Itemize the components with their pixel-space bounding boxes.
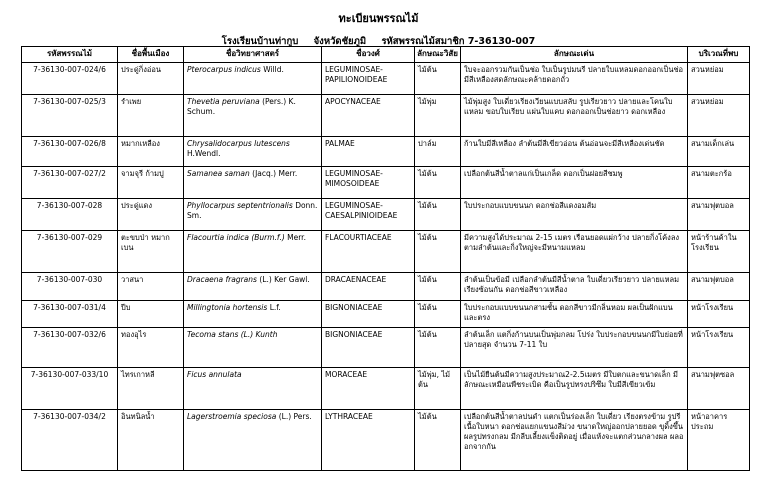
author-name: (Pers.) K. Schum. bbox=[187, 97, 296, 116]
plant-register-table bbox=[21, 46, 750, 471]
table-row bbox=[22, 231, 750, 273]
cell-features: ใบประกอบแบบขนนกสามชั้น ดอกสีขาวมีกลิ่นหอม ผลเป็นฝักแบนและตรง bbox=[461, 301, 688, 328]
cell-code: 7-36130-007-034/2 bbox=[22, 410, 118, 471]
scientific-name: Lagerstroemia speciosa bbox=[187, 412, 277, 421]
table-row bbox=[22, 368, 750, 410]
cell-location: สนามตะกร้อ bbox=[688, 167, 750, 199]
cell-habit: ไม้ต้น bbox=[415, 301, 461, 328]
cell-scientific-name bbox=[184, 137, 322, 167]
member-code: รหัสพรรณไม้สมาชิก 7-36130-007 bbox=[381, 36, 536, 47]
scientific-name: Millingtonia hortensis bbox=[187, 303, 268, 312]
cell-scientific-name bbox=[184, 167, 322, 199]
author-name: H.Wendl. bbox=[187, 148, 221, 158]
cell-code: 7-36130-007-029 bbox=[22, 231, 118, 273]
cell-location: สนามฟุตบอล bbox=[688, 199, 750, 231]
cell-family: MORACEAE bbox=[322, 368, 415, 410]
cell-habit: ไม้ต้น bbox=[415, 167, 461, 199]
cell-features: เปลือกต้นสีน้ำตาลแก่เป็นเกล็ด ดอกเป็นฝอยสีชมพู bbox=[461, 167, 688, 199]
school-name: โรงเรียนบ้านท่ากูบ bbox=[221, 36, 299, 47]
cell-location: หน้าอาคารประถม bbox=[688, 410, 750, 471]
cell-habit: ไม้ต้น bbox=[415, 199, 461, 231]
cell-local-name: ไทรเกาหลี bbox=[118, 368, 184, 410]
cell-code: 7-36130-007-031/4 bbox=[22, 301, 118, 328]
author-name: L.f. bbox=[269, 303, 281, 312]
column-header-habit: ลักษณะวิสัย bbox=[415, 47, 461, 63]
cell-habit: ไม้พุ่ม bbox=[415, 95, 461, 137]
cell-code: 7-36130-007-024/6 bbox=[22, 63, 118, 95]
cell-family: BIGNONIACEAE bbox=[322, 301, 415, 328]
cell-scientific-name bbox=[184, 95, 322, 137]
table-row bbox=[22, 301, 750, 328]
table-row bbox=[22, 328, 750, 368]
column-header-local-name: ชื่อพื้นเมือง bbox=[118, 47, 184, 63]
column-header-location: บริเวณที่พบ bbox=[688, 47, 750, 63]
cell-code: 7-36130-007-028 bbox=[22, 199, 118, 231]
cell-code: 7-36130-007-027/2 bbox=[22, 167, 118, 199]
cell-features: ไม้พุ่มสูง ใบเดี่ยวเรียงเวียนแบบสลับ รูปเรียวยาว ปลายและโคนใบแหลม ขอบใบเรียบ แผ่นใบแคบ ดอกออกเป็นช่อยาว ดอกเหลือง bbox=[461, 95, 688, 137]
scientific-name: Thevetia peruviana bbox=[187, 97, 260, 106]
cell-scientific-name bbox=[184, 328, 322, 368]
scientific-name: Pterocarpus indicus bbox=[187, 65, 261, 74]
table-row bbox=[22, 199, 750, 231]
cell-location: สนามฟุตบอล bbox=[688, 273, 750, 301]
cell-location: สนามฟุตซอล bbox=[688, 368, 750, 410]
author-name: Merr. bbox=[287, 233, 306, 242]
author-name: Donn. Sm. bbox=[187, 201, 318, 220]
cell-family: LEGUMINOSAE-PAPILIONOIDEAE bbox=[322, 63, 415, 95]
cell-features: ลำต้นเป็นข้อมี เปลือกลำต้นมีสีน้ำตาล ใบเดี่ยวเรียวยาว ปลายแหลมเรียงซ้อนกัน ดอกช่อสีขาวเหลือง bbox=[461, 273, 688, 301]
author-name: (L.) Pers. bbox=[278, 412, 312, 421]
scientific-name: Flacourtia indica (Burm.f.) bbox=[187, 233, 285, 242]
cell-family: DRACAENACEAE bbox=[322, 273, 415, 301]
cell-local-name: วาสนา bbox=[118, 273, 184, 301]
cell-location: สนามเด็กเล่น bbox=[688, 137, 750, 167]
cell-location: หน้าโรงเรียน bbox=[688, 328, 750, 368]
column-header-code: รหัสพรรณไม้ bbox=[22, 47, 118, 63]
cell-code: 7-36130-007-030 bbox=[22, 273, 118, 301]
cell-features: เปลือกต้นสีน้ำตาลปนดำ แตกเป็นร่องเล็ก ใบเดี่ยว เรียงตรงข้าม รูปรี เนื้อใบหนา ดอกช่อแยกแขนงสีม่วง ขนาดใหญ่ออกปลายยอด ขุดิ้งขึ้น ผลรูปทรงกลม มีกลีบเลี้ยงแข็งติดอยู่ เมื่อแห้งจะแตกส่วนกลางผล ผลออกจากกัน bbox=[461, 410, 688, 471]
cell-local-name: หมากเหลือง bbox=[118, 137, 184, 167]
scientific-name: Samanea saman bbox=[187, 169, 250, 178]
cell-family: APOCYNACEAE bbox=[322, 95, 415, 137]
cell-family: PALMAE bbox=[322, 137, 415, 167]
scientific-name: Ficus annulata bbox=[187, 370, 242, 379]
cell-features: ก้านใบมีสีเหลือง ลำต้นมีสีเขียวอ่อน ต้นอ่อนจะมีสีเหลืองเด่นชัด bbox=[461, 137, 688, 167]
cell-family: FLACOURTIACEAE bbox=[322, 231, 415, 273]
cell-local-name: รำเพย bbox=[118, 95, 184, 137]
scientific-name: Dracaena fragrans bbox=[187, 275, 257, 284]
cell-habit: ไม้ต้น bbox=[415, 63, 461, 95]
cell-scientific-name bbox=[184, 273, 322, 301]
province-name: จังหวัดชัยภูมิ bbox=[313, 36, 367, 47]
cell-family: LEGUMINOSAE-MIMOSOIDEAE bbox=[322, 167, 415, 199]
page-title: ทะเบียนพรรณไม้ bbox=[338, 12, 419, 25]
table-row bbox=[22, 95, 750, 137]
cell-features: ลำต้นเล็ก แตกิ่งก้านบนเป็นพุ่มกลม โปร่ง ใบประกอบขนนกมีใบย่อยที่ปลายสุด จำนวน 7-11 ใบ bbox=[461, 328, 688, 368]
cell-local-name: ประดู่แดง bbox=[118, 199, 184, 231]
cell-local-name: อินทนิลน้ำ bbox=[118, 410, 184, 471]
author-name: (Jacq.) Merr. bbox=[252, 169, 298, 178]
cell-location: หน้าโรงเรียน bbox=[688, 301, 750, 328]
cell-local-name: ทองอุไร bbox=[118, 328, 184, 368]
column-header-family: ชื่อวงศ์ bbox=[322, 47, 415, 63]
scientific-name: Phyllocarpus septentrionalis bbox=[187, 201, 293, 210]
cell-scientific-name bbox=[184, 199, 322, 231]
cell-habit: ไม้ต้น bbox=[415, 231, 461, 273]
table-row bbox=[22, 137, 750, 167]
cell-scientific-name bbox=[184, 410, 322, 471]
table-row bbox=[22, 273, 750, 301]
cell-scientific-name bbox=[184, 368, 322, 410]
cell-habit: ไม้พุ่ม, ไม้ต้น bbox=[415, 368, 461, 410]
cell-family: LEGUMINOSAE-CAESALPINIOIDEAE bbox=[322, 199, 415, 231]
column-header-features: ลักษณะเด่น bbox=[461, 47, 688, 63]
table-row bbox=[22, 167, 750, 199]
scientific-name: Chrysalidocarpus lutescens bbox=[187, 139, 290, 148]
cell-location: หน้าร้านค้าในโรงเรียน bbox=[688, 231, 750, 273]
cell-local-name: ประดู่กิ่งอ่อน bbox=[118, 63, 184, 95]
cell-scientific-name bbox=[184, 301, 322, 328]
cell-features: ใบประกอบแบบขนนก ดอกช่อสีแดงอมส้ม bbox=[461, 199, 688, 231]
column-header-scientific-name: ชื่อวิทยาศาสตร์ bbox=[184, 47, 322, 63]
cell-family: BIGNONIACEAE bbox=[322, 328, 415, 368]
cell-scientific-name bbox=[184, 63, 322, 95]
author-name: Willd. bbox=[263, 65, 284, 74]
cell-habit: ไม้ต้น bbox=[415, 328, 461, 368]
cell-family: LYTHRACEAE bbox=[322, 410, 415, 471]
author-name: (L.) Ker Gawl. bbox=[259, 275, 310, 284]
table-row bbox=[22, 410, 750, 471]
cell-location: สวนหย่อม bbox=[688, 63, 750, 95]
cell-habit: ไม้ต้น bbox=[415, 273, 461, 301]
cell-habit: ไม้ต้น bbox=[415, 410, 461, 471]
cell-local-name: ตะขบป่า หมากเบน bbox=[118, 231, 184, 273]
cell-features: เป็นไม้ยืนต้นมีความสูงประมาณ2-2.5เมตร มีใบตกและขนาดเล็ก มีลักษณะเหมือนพืชระเบิด คือเป็นรูปทรงปริซึม ใบมีสีเขียวเข้ม bbox=[461, 368, 688, 410]
cell-code: 7-36130-007-025/3 bbox=[22, 95, 118, 137]
cell-location: สวนหย่อม bbox=[688, 95, 750, 137]
cell-features: มีความสูงได้ประมาณ 2-15 เมตร เรือนยอดแผ่กว้าง ปลายกิ่งโค้งลง ตามลำต้นและกิ่งใหญ่จะมีหนามแหลม bbox=[461, 231, 688, 273]
cell-habit: ปาล์ม bbox=[415, 137, 461, 167]
cell-code: 7-36130-007-032/6 bbox=[22, 328, 118, 368]
cell-code: 7-36130-007-026/8 bbox=[22, 137, 118, 167]
scientific-name: Tecoma stans (L.) Kunth bbox=[187, 330, 278, 339]
cell-code: 7-36130-007-033/10 bbox=[22, 368, 118, 410]
cell-local-name: ปีบ bbox=[118, 301, 184, 328]
cell-local-name: จามจุรี ก้ามปู bbox=[118, 167, 184, 199]
cell-features: ใบจะออกรวมกันเป็นช่อ ใบเป็นรูปมนรี ปลายใบแหลมดอกออกเป็นช่อมีสีเหลืองสดลักษณะคล้ายดอกถั่ว bbox=[461, 63, 688, 95]
table-row bbox=[22, 63, 750, 95]
table-header-row bbox=[22, 47, 750, 63]
cell-scientific-name bbox=[184, 231, 322, 273]
